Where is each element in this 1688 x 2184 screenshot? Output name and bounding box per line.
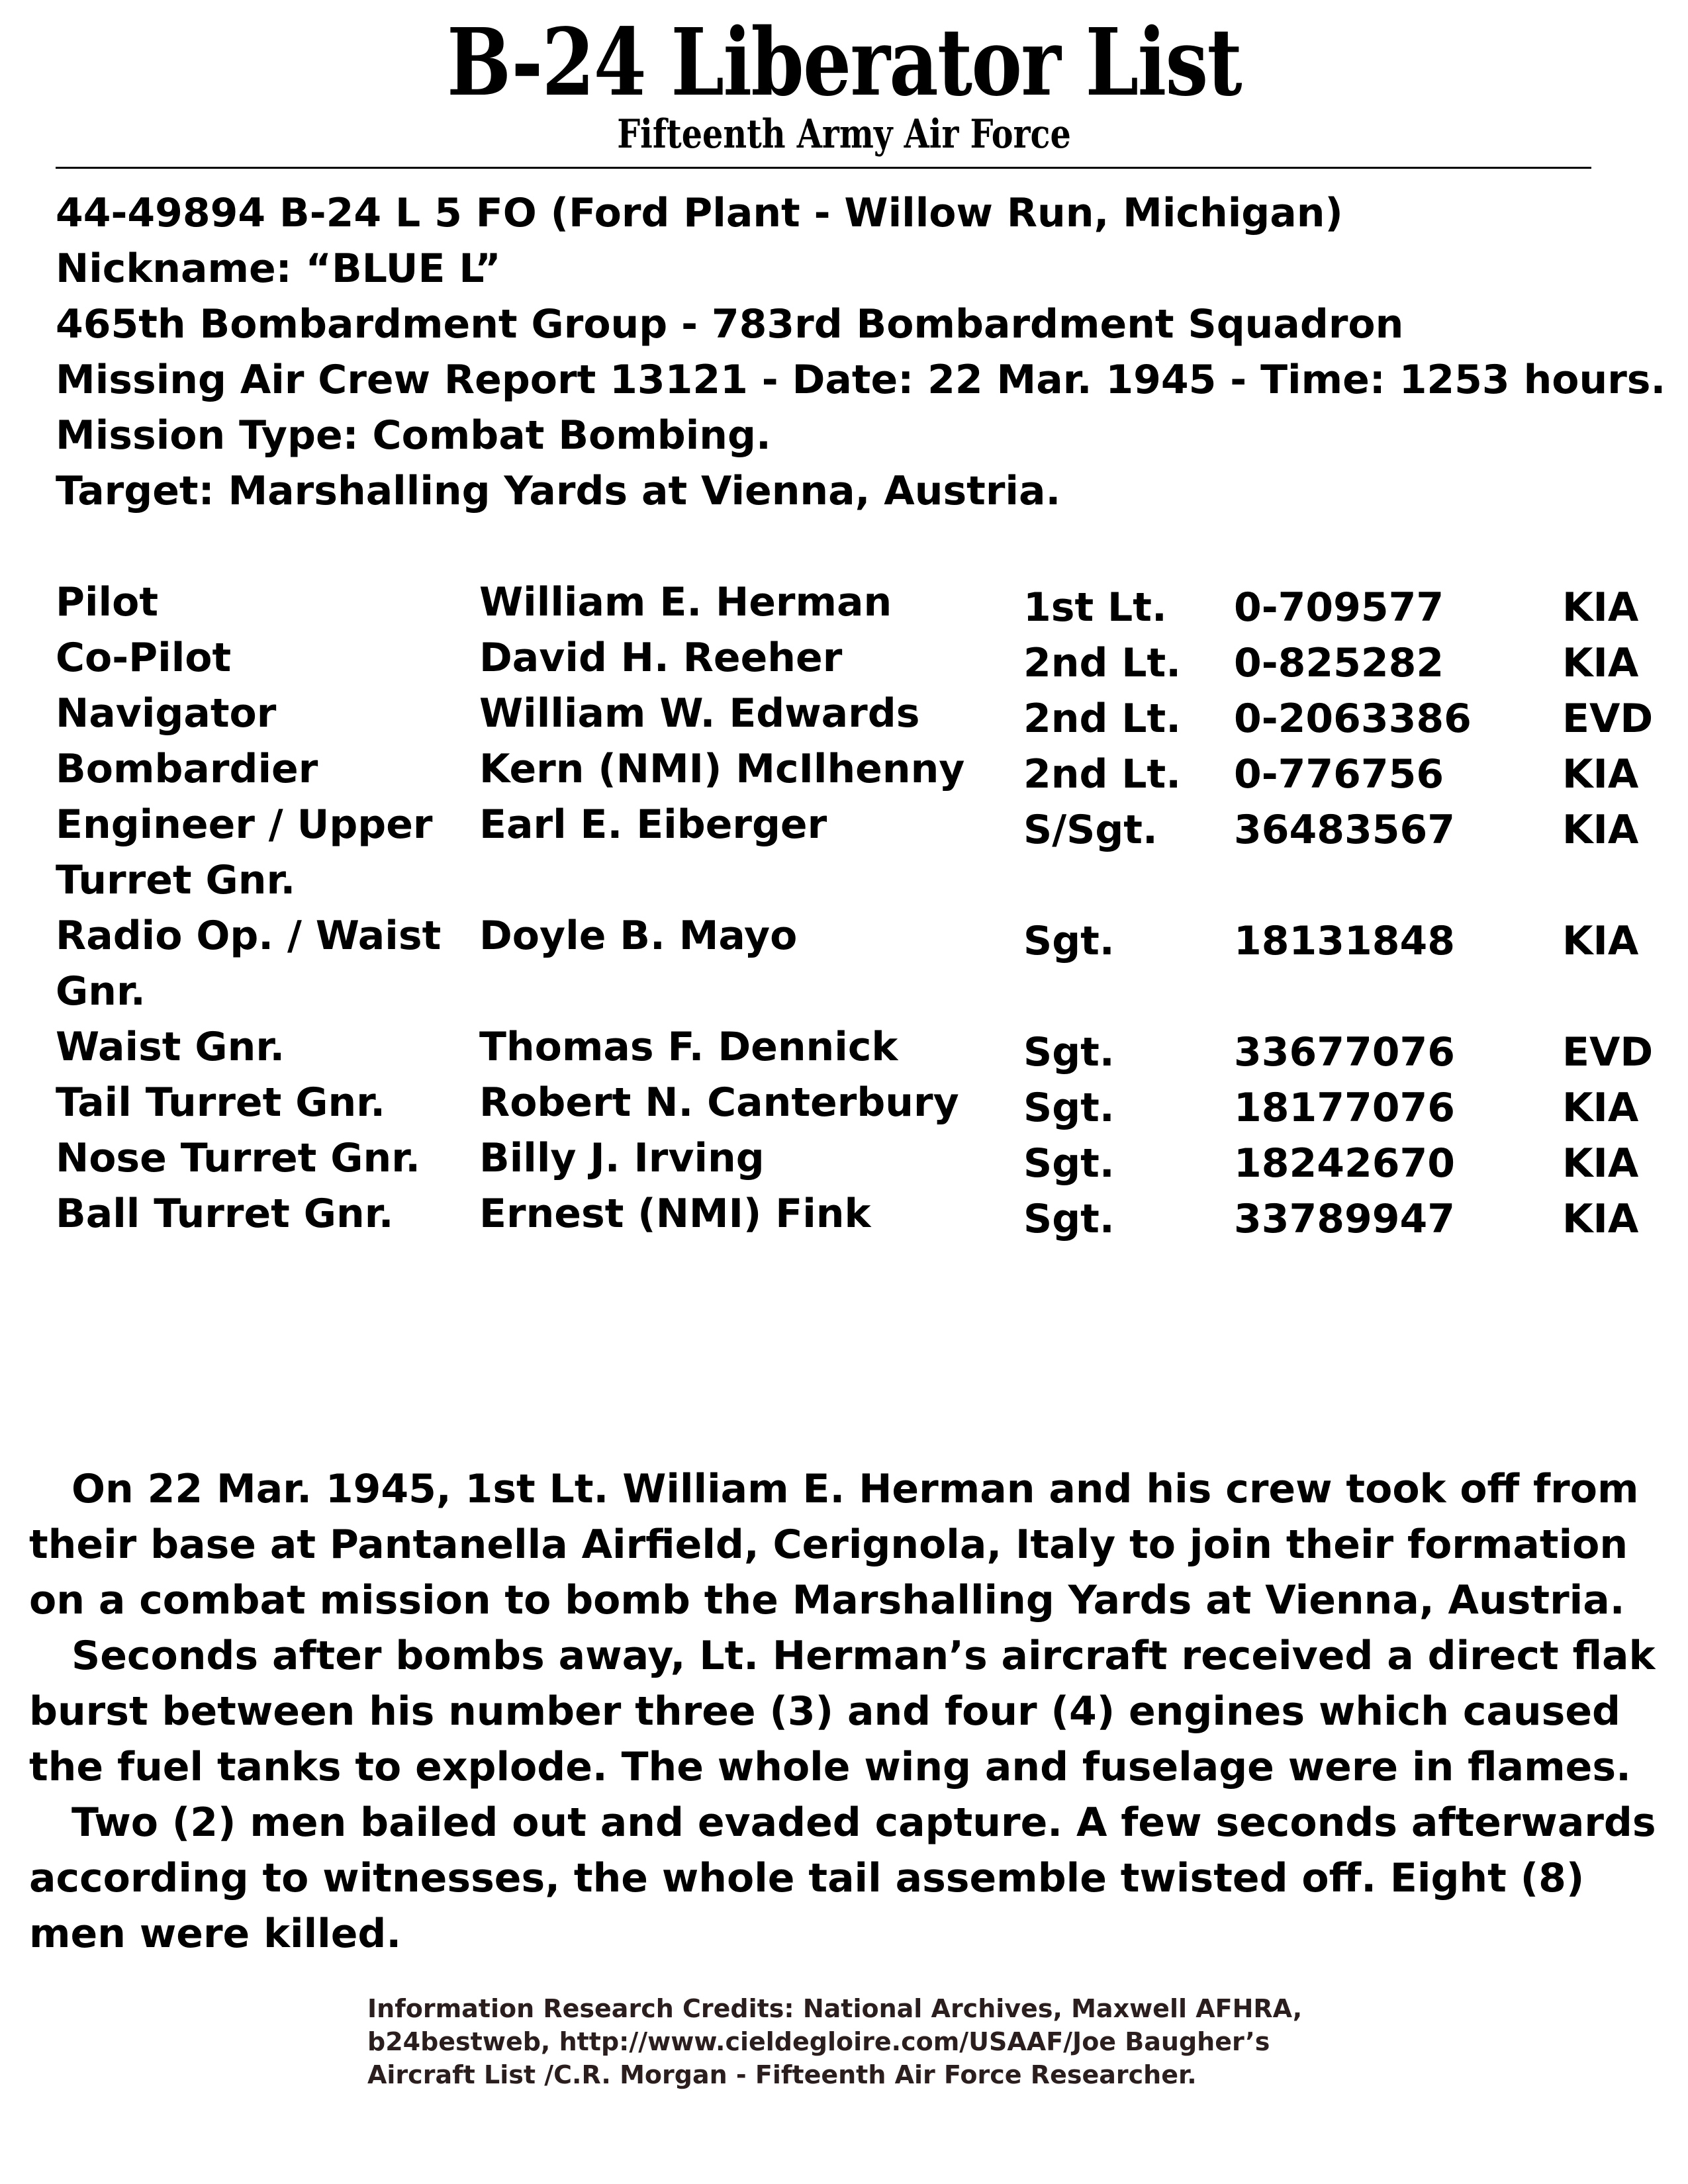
crew-list — [56, 574, 1671, 1242]
crew-serial: 33677076 — [1234, 1029, 1455, 1075]
crew-serial: 18242670 — [1234, 1140, 1455, 1187]
crew-row — [56, 797, 1671, 908]
crew-rank: Sgt. — [1023, 1085, 1115, 1131]
crew-serial: 0-776756 — [1234, 751, 1444, 797]
crew-name: Earl E. Eiberger — [479, 801, 827, 848]
crew-position: Bombardier — [56, 746, 318, 792]
crew-rank: Sgt. — [1023, 1029, 1115, 1075]
crew-position: Navigator — [56, 690, 277, 737]
crew-status: EVD — [1562, 696, 1654, 742]
crew-name: David H. Reeher — [479, 635, 843, 681]
crew-name: Robert N. Canterbury — [479, 1079, 959, 1126]
crew-rank: 1st Lt. — [1023, 584, 1167, 631]
crew-position: Radio Op. / Waist Gnr. — [56, 913, 442, 1015]
crew-status: KIA — [1562, 1085, 1639, 1131]
crew-serial: 0-825282 — [1234, 640, 1444, 686]
page-title: B-24 Liberator List — [447, 9, 1241, 117]
aircraft-info — [56, 185, 1666, 519]
crew-row — [56, 1130, 1671, 1186]
crew-rank: 2nd Lt. — [1023, 640, 1182, 686]
crew-position: Co-Pilot — [56, 635, 232, 681]
mission-narrative — [29, 1461, 1658, 1962]
crew-row — [56, 1019, 1671, 1075]
crew-name: Billy J. Irving — [479, 1135, 765, 1181]
crew-status: KIA — [1562, 584, 1639, 631]
header-divider — [56, 167, 1591, 169]
crew-rank: S/Sgt. — [1023, 807, 1158, 853]
crew-status: KIA — [1562, 807, 1639, 853]
crew-rank: 2nd Lt. — [1023, 696, 1182, 742]
nickname-line: Nickname: “BLUE L” — [56, 246, 501, 292]
mission-type-line: Mission Type: Combat Bombing. — [56, 412, 771, 459]
crew-name: Thomas F. Dennick — [479, 1024, 898, 1070]
crew-position: Waist Gnr. — [56, 1024, 285, 1070]
crew-rank: Sgt. — [1023, 1196, 1115, 1242]
crew-rank: 2nd Lt. — [1023, 751, 1182, 797]
crew-status: EVD — [1562, 1029, 1654, 1075]
crew-serial: 33789947 — [1234, 1196, 1455, 1242]
crew-status: KIA — [1562, 751, 1639, 797]
macr-line: Missing Air Crew Report 13121 - Date: 22 Mar. 1945 - Time: 1253 hours. — [56, 357, 1666, 403]
aircraft-serial-line: 44-49894 B-24 L 5 FO (Ford Plant - Willow Run, Michigan) — [56, 190, 1343, 236]
crew-status: KIA — [1562, 640, 1639, 686]
unit-line: 465th Bombardment Group - 783rd Bombardment Squadron — [56, 301, 1404, 347]
crew-serial: 0-709577 — [1234, 584, 1444, 631]
crew-name: Doyle B. Mayo — [479, 913, 798, 959]
narrative-paragraph: Two (2) men bailed out and evaded capture. A few seconds afterwards according to witnesses, the whole tail assemble twisted off. Eight (8) men were killed. — [29, 1799, 1656, 1957]
crew-rank: Sgt. — [1023, 918, 1115, 964]
crew-rank: Sgt. — [1023, 1140, 1115, 1187]
crew-serial: 18177076 — [1234, 1085, 1455, 1131]
crew-row — [56, 686, 1671, 741]
crew-name: William E. Herman — [479, 579, 892, 625]
crew-status: KIA — [1562, 918, 1639, 964]
crew-serial: 0-2063386 — [1234, 696, 1472, 742]
crew-row — [56, 630, 1671, 686]
crew-serial: 36483567 — [1234, 807, 1455, 853]
crew-row — [56, 574, 1671, 630]
research-credits: Information Research Credits: National Archives, Maxwell AFHRA, b24bestweb, http://www.cieldegloire.com/USAAF/Joe Baugher’s Aircraft List /C.R. Morgan - Fifteenth Air Force Researcher. — [367, 1994, 1303, 2089]
crew-status: KIA — [1562, 1196, 1639, 1242]
crew-position: Ball Turret Gnr. — [56, 1191, 394, 1237]
crew-row — [56, 1186, 1671, 1242]
crew-row — [56, 1075, 1671, 1130]
crew-position: Nose Turret Gnr. — [56, 1135, 421, 1181]
narrative-paragraph: Seconds after bombs away, Lt. Herman’s aircraft received a direct flak burst between his number three (3) and four (4) engines which caused the fuel tanks to explode. The whole wing and fuselage were in flames. — [29, 1633, 1656, 1790]
crew-position: Tail Turret Gnr. — [56, 1079, 385, 1126]
page-subtitle: Fifteenth Army Air Force — [617, 111, 1071, 158]
crew-name: William W. Edwards — [479, 690, 920, 737]
crew-position: Pilot — [56, 579, 159, 625]
crew-name: Ernest (NMI) Fink — [479, 1191, 871, 1237]
crew-position: Engineer / Upper Turret Gnr. — [56, 801, 433, 903]
narrative-paragraph: On 22 Mar. 1945, 1st Lt. William E. Herman and his crew took off from their base at Pantanella Airfield, Cerignola, Italy to join their formation on a combat mission to bomb the Marshalling Yards at Vienna, Austria. — [29, 1466, 1639, 1623]
crew-serial: 18131848 — [1234, 918, 1455, 964]
crew-row — [56, 741, 1671, 797]
crew-status: KIA — [1562, 1140, 1639, 1187]
target-line: Target: Marshalling Yards at Vienna, Austria. — [56, 468, 1061, 514]
crew-row — [56, 908, 1671, 1019]
crew-name: Kern (NMI) McIlhenny — [479, 746, 965, 792]
